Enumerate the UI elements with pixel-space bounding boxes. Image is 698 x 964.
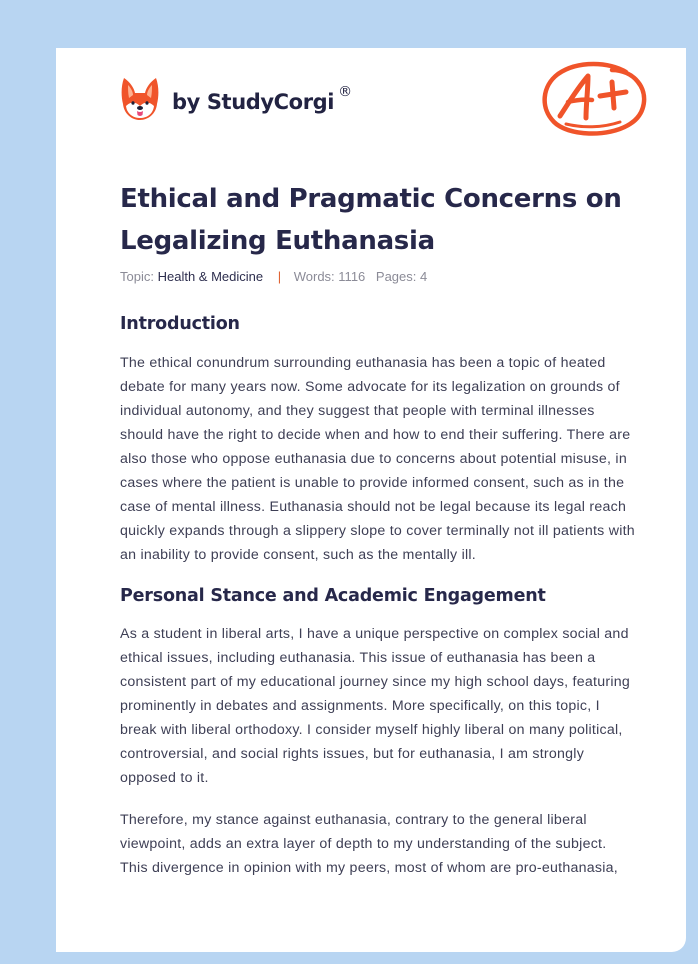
brand-name: by StudyCorgi [172,90,335,114]
paragraph: The ethical conundrum surrounding euthanasia has been a topic of heated debate for many years now. Some advocate for its legalization on grounds of individual autonomy, and they suggest that people with terminal illnesses should have the right to decide when and how to end their suffering. There are also those who oppose euthanasia due to concerns about potential misuse, in cases where the patient is unable to provide informed consent, such as in the case of mental illness. Euthanasia should not be legal because its legal reach quickly expands through a slippery slope to cover terminally not ill patients with an inability to provide consent, such as the mentally ill. [120,355,635,563]
registered-mark: ® [338,84,353,100]
word-count: Words: 1116 [293,269,366,284]
studycorgi-logo[interactable] [120,76,352,122]
corgi-logo-icon [120,76,160,122]
a-plus-grade-icon [538,58,650,140]
document-body [120,310,636,880]
topic-link[interactable]: Health & Medicine [157,269,264,284]
document-title: Ethical and Pragmatic Concerns on Legalizing Euthanasia [120,184,622,256]
page-count: Pages: 4 [375,269,428,284]
section-heading-introduction: Introduction [120,314,240,334]
paragraph: As a student in liberal arts, I have a unique perspective on complex social and ethical issues, including euthanasia. This issue of euthanasia has been a consistent part of my educational journey since my high school days, featuring prominently in debates and assignments. More specifically, on this topic, I break with liberal orthodoxy. I consider myself highly liberal on many political, controversial, and social rights issues, but for euthanasia, I am strongly opposed to it. [120,626,631,786]
topic-label: Topic: [120,269,154,284]
paragraph: Therefore, my stance against euthanasia, contrary to the general liberal viewpoint, adds an extra layer of depth to my understanding of the subject. This divergence in opinion with my peers, most of whom are pro-euthanasia, [120,812,618,876]
a-plus-badge [538,58,650,145]
document-card [56,48,686,952]
document-meta [120,269,427,284]
section-heading-personal-stance: Personal Stance and Academic Engagement [120,586,546,606]
meta-separator: | [277,269,282,284]
